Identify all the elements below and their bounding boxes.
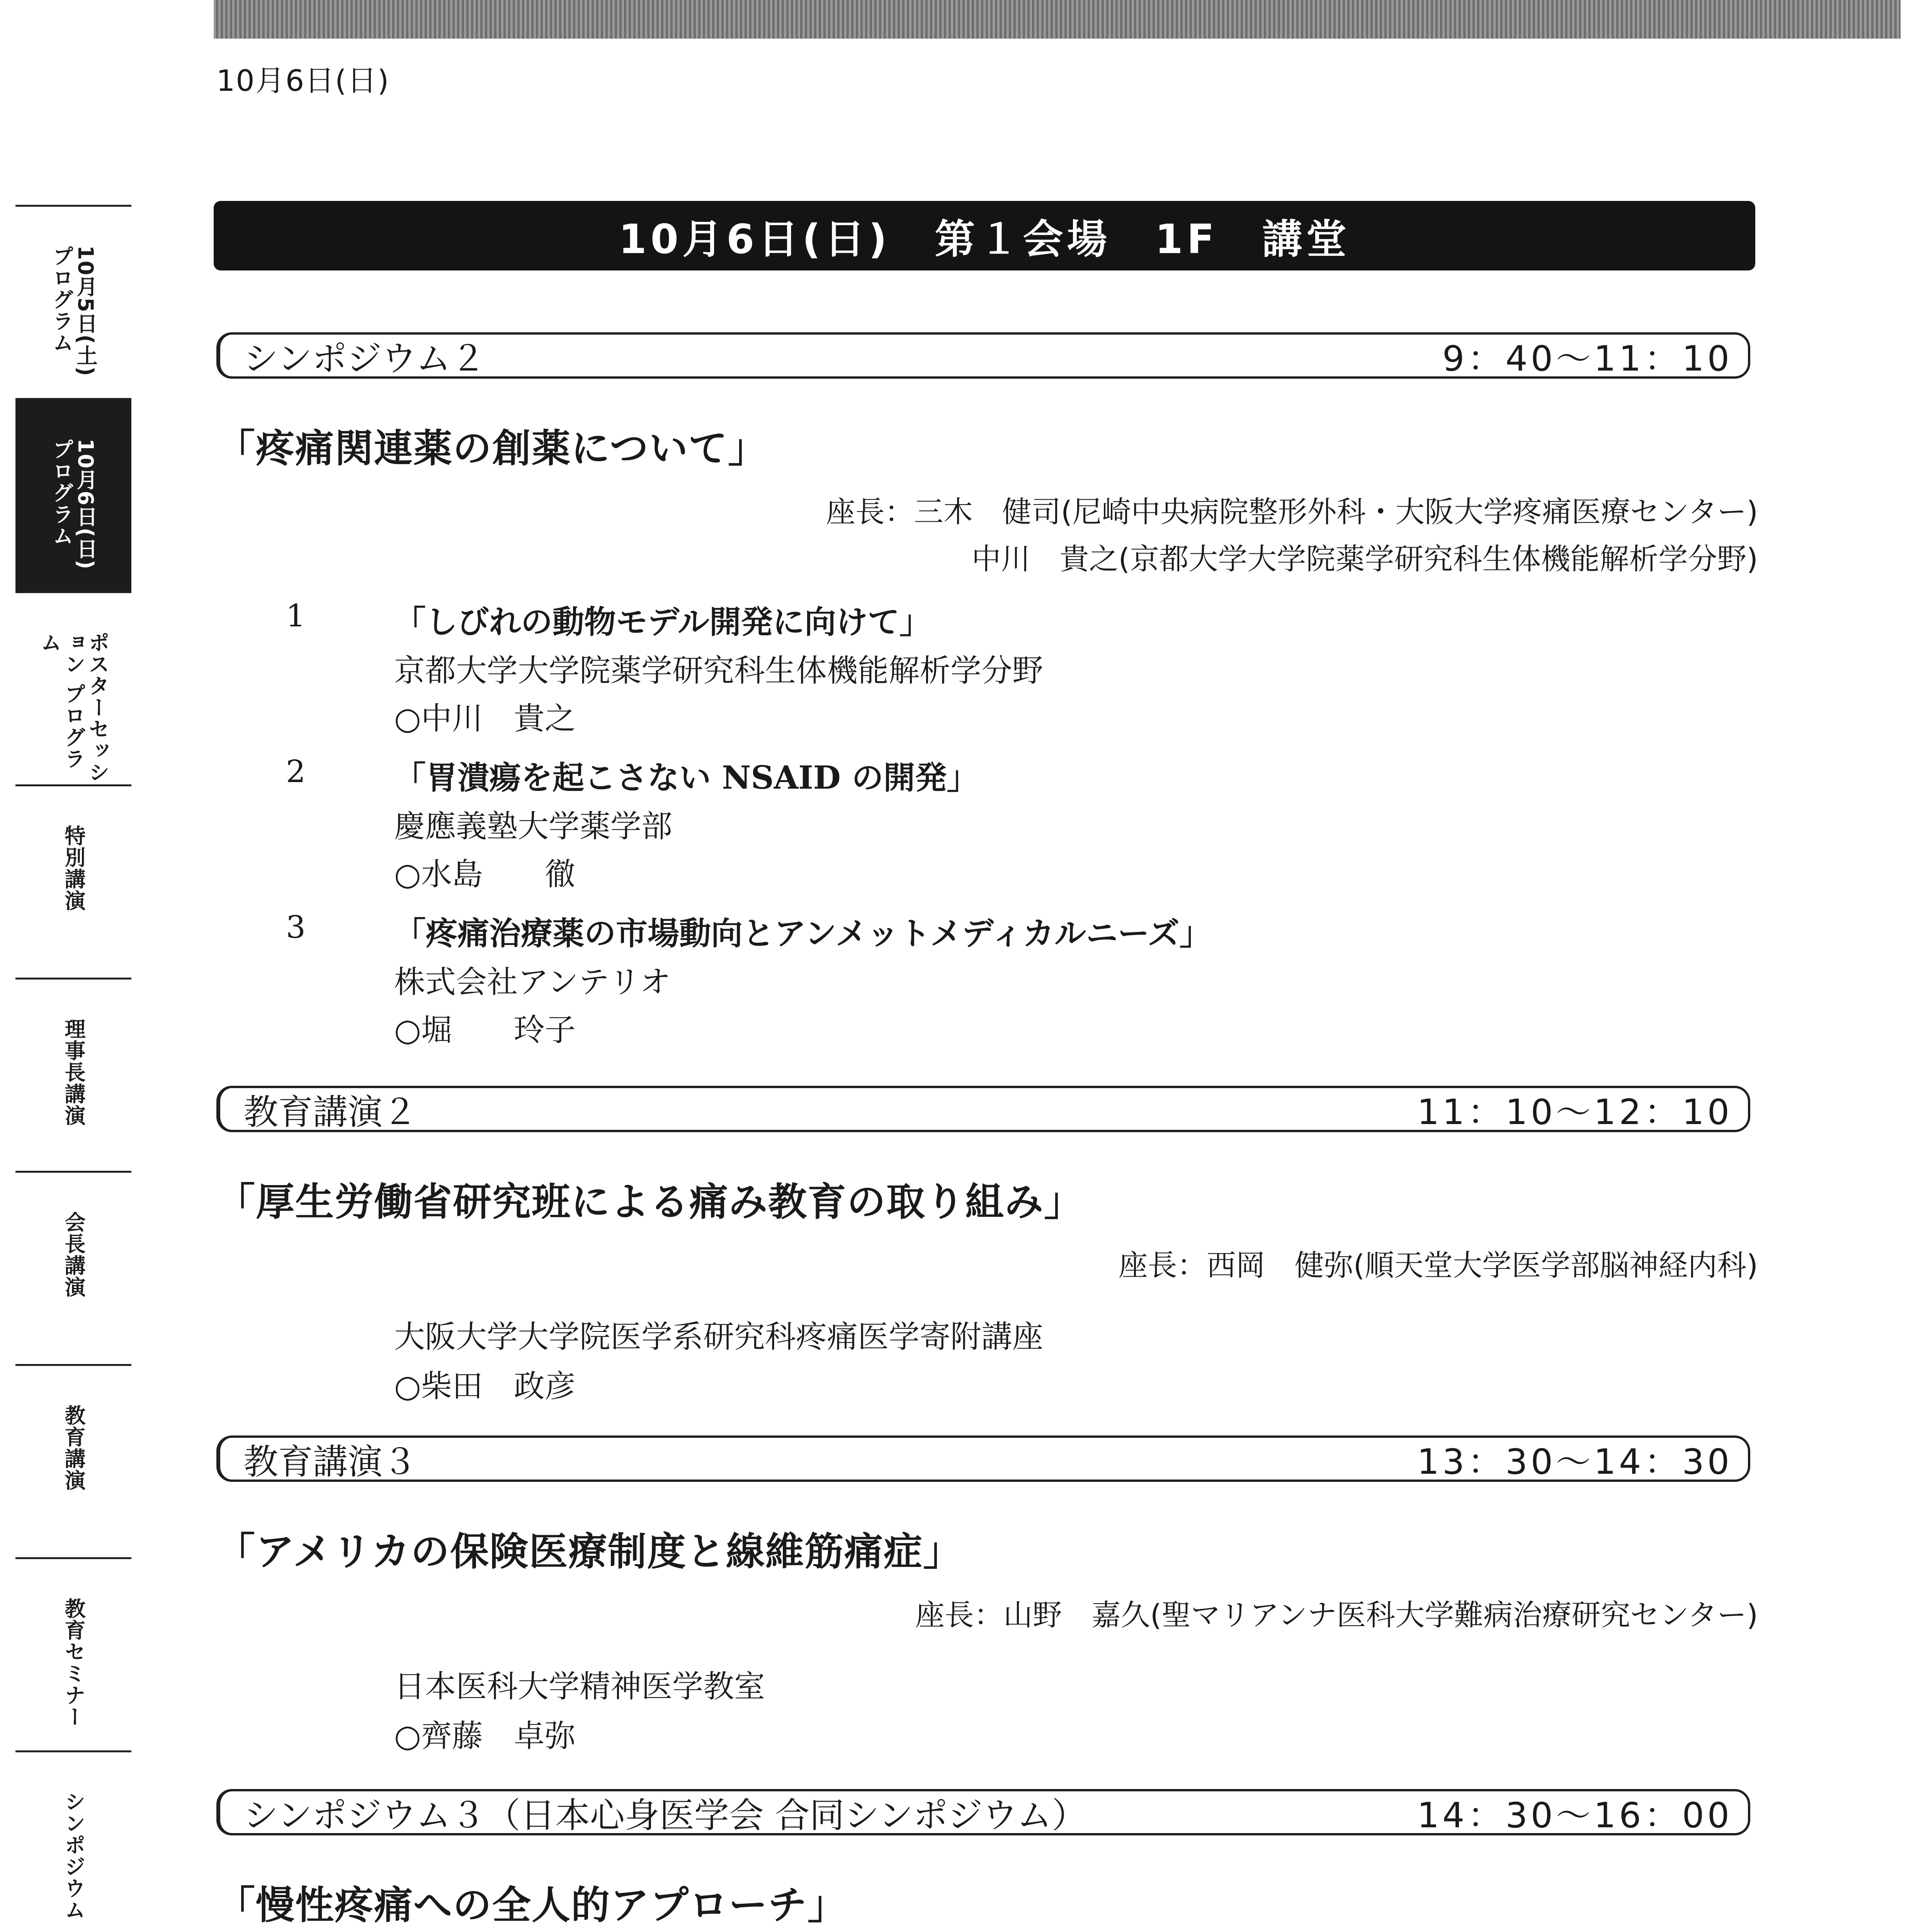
sidebar-tab-president-lecture[interactable]: 会長講演	[15, 1171, 131, 1364]
sidebar-tab-oct5-program[interactable]: 10月5日(土) プログラム	[15, 205, 131, 398]
session-name: シンポジウム２	[243, 338, 486, 379]
session-title: 「厚生労働省研究班による痛み教育の取り組み」	[216, 1179, 1083, 1225]
item-number: 3	[286, 909, 306, 946]
item-speaker: ○水島 徹	[394, 856, 576, 893]
sidebar-tab-educational-lecture[interactable]: 教育講演	[15, 1364, 131, 1557]
chair-line: 座長：山野 嘉久(聖マリアンナ医科大学難病治療研究センター)	[915, 1598, 1758, 1632]
chair-line: 座長：西岡 健弥(順天堂大学医学部脳神経内科)	[1118, 1248, 1758, 1282]
session-time: 13：30〜14：30	[1417, 1442, 1732, 1482]
venue-banner: 10月6日(日) 第１会場 1F 講堂	[214, 201, 1755, 270]
session-header	[216, 332, 1750, 379]
item-affiliation: 株式会社アンテリオ	[394, 964, 671, 1000]
top-decorative-bar	[214, 0, 1901, 39]
lecture-details	[216, 1312, 1758, 1411]
item-number: 1	[286, 598, 306, 634]
session-time: 9：40〜11：10	[1442, 338, 1732, 379]
item-affiliation: 慶應義塾大学薬学部	[394, 808, 672, 845]
sidebar-tab-educational-seminar[interactable]: 教育セミナー	[15, 1557, 131, 1750]
item-title: 「しびれの動物モデル開発に向けて」	[394, 604, 931, 641]
session-name: 教育講演３	[243, 1442, 417, 1482]
lecture-speaker: ○齊藤 卓弥	[394, 1718, 576, 1754]
presentation-list	[216, 598, 1758, 1054]
presentation-item	[216, 753, 1758, 898]
session-name: シンポジウム３（日本心身医学会 合同シンポジウム）	[243, 1795, 1087, 1836]
page-date-header: 10月6日(日)	[216, 63, 390, 98]
item-affiliation: 京都大学大学院薬学研究科生体機能解析学分野	[394, 653, 1043, 689]
sidebar-tab-oct6-program[interactable]: 10月6日(日) プログラム	[15, 398, 131, 591]
lecture-speaker: ○柴田 政彦	[394, 1368, 576, 1404]
session-body	[216, 1874, 1758, 1932]
session-body	[216, 417, 1758, 1054]
session-time: 14：30〜16：00	[1417, 1795, 1732, 1836]
presentation-item	[216, 909, 1758, 1054]
index-sidebar	[15, 205, 131, 1932]
sidebar-tab-symposium[interactable]: シンポジウム	[15, 1750, 131, 1932]
session-title: 「アメリカの保険医療制度と線維筋痛症」	[216, 1529, 962, 1574]
session-header	[216, 1435, 1750, 1482]
chairpersons	[216, 1242, 1758, 1289]
sidebar-tab-chairman-lecture[interactable]: 理事長講演	[15, 978, 131, 1171]
sidebar-tab-poster-program[interactable]: ポスターセッション プログラム	[15, 591, 131, 784]
item-number: 2	[286, 753, 306, 790]
item-speaker: ○中川 貴之	[394, 701, 576, 737]
session-body	[216, 1171, 1758, 1411]
chairpersons	[216, 488, 1758, 582]
session-header	[216, 1086, 1750, 1132]
chair-line: 中川 貴之(京都大学大学院薬学研究科生体機能解析学分野)	[971, 541, 1758, 576]
session-title: 「慢性疼痛への全人的アプローチ」	[216, 1883, 847, 1928]
lecture-affiliation: 日本医科大学精神医学教室	[394, 1668, 765, 1704]
lecture-affiliation: 大阪大学大学院医学系研究科疼痛医学寄附講座	[394, 1318, 1043, 1355]
item-speaker: ○堀 玲子	[394, 1012, 576, 1048]
sidebar-tab-special-lecture[interactable]: 特別講演	[15, 784, 131, 978]
item-title: 「胃潰瘍を起こさない NSAID の開発」	[394, 759, 979, 797]
chair-line: 座長：三木 健司(尼崎中央病院整形外科・大阪大学疼痛医療センター)	[826, 495, 1758, 529]
session-time: 11：10〜12：10	[1417, 1092, 1732, 1133]
session-header	[216, 1789, 1750, 1835]
session-body	[216, 1520, 1758, 1761]
presentation-item	[216, 598, 1758, 743]
item-title: 「疼痛治療薬の市場動向とアンメットメディカルニーズ」	[394, 915, 1211, 952]
lecture-details	[216, 1662, 1758, 1761]
session-name: 教育講演２	[243, 1092, 417, 1133]
session-title: 「疼痛関連薬の創薬について」	[216, 426, 767, 471]
chairpersons	[216, 1592, 1758, 1639]
